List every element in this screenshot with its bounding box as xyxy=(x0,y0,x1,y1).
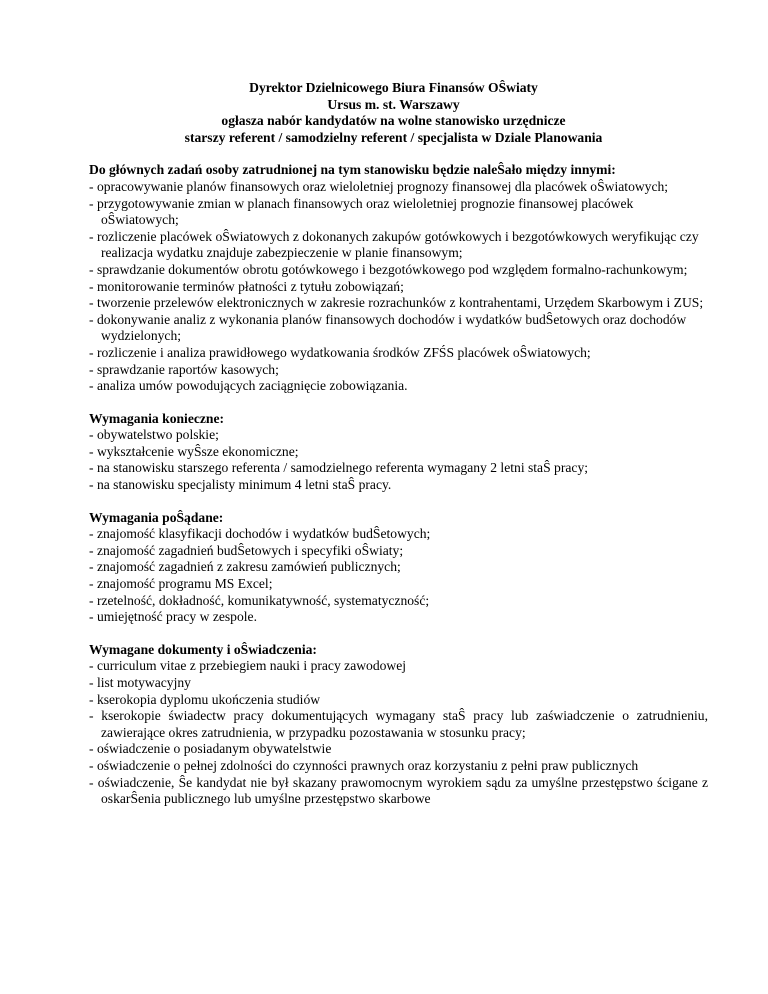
list-item: - oświadczenie o pełnej zdolności do czynności prawnych oraz korzystaniu z pełni praw publicznych xyxy=(89,758,708,775)
list-item: - znajomość klasyfikacji dochodów i wydatków budŜetowych; xyxy=(89,526,708,543)
list-item: - kserokopie świadectw pracy dokumentujących wymagany staŜ pracy lub zaświadczenie o zatrudnieniu, zawierające okres zatrudnienia, w przypadku pozostawania w stosunku pracy; xyxy=(89,708,708,741)
list-item: - curriculum vitae z przebiegiem nauki i pracy zawodowej xyxy=(89,658,708,675)
documents-list xyxy=(89,658,708,807)
header-line-4: starszy referent / samodzielny referent / specjalista w Dziale Planowania xyxy=(184,129,603,145)
required-title: Wymagania konieczne: xyxy=(89,410,225,426)
list-item: - znajomość zagadnień z zakresu zamówień publicznych; xyxy=(89,559,708,576)
list-item: - opracowywanie planów finansowych oraz wieloletniej prognozy finansowej dla placówek oŜwiatowych; xyxy=(89,179,708,196)
list-item: - przygotowywanie zmian w planach finansowych oraz wieloletniej prognozie finansowej placówek oŜwiatowych; xyxy=(89,196,708,229)
list-item: - obywatelstwo polskie; xyxy=(89,427,708,444)
list-item: - oświadczenie, Ŝe kandydat nie był skazany prawomocnym wyrokiem sądu za umyślne przestępstwo ścigane z oskarŜenia publicznego lub umyślne przestępstwo skarbowe xyxy=(89,775,708,808)
desired-title: Wymagania poŜądane: xyxy=(89,509,224,525)
list-item: - na stanowisku specjalisty minimum 4 letni staŜ pracy. xyxy=(89,477,708,494)
list-item: - dokonywanie analiz z wykonania planów finansowych dochodów i wydatków budŜetowych oraz dochodów wydzielonych; xyxy=(89,312,708,345)
announcement-header xyxy=(89,80,698,146)
list-item: - na stanowisku starszego referenta / samodzielnego referenta wymagany 2 letni staŜ pracy; xyxy=(89,460,708,477)
required-section xyxy=(89,411,708,494)
list-item: - kserokopia dyplomu ukończenia studiów xyxy=(89,692,708,709)
list-item: - rozliczenie placówek oŜwiatowych z dokonanych zakupów gotówkowych i bezgotówkowych weryfikując czy realizacja wydatku znajduje zabezpieczenie w planie finansowym; xyxy=(89,229,708,262)
desired-list xyxy=(89,526,708,626)
list-item: - tworzenie przelewów elektronicznych w zakresie rozrachunków z kontrahentami, Urzędem Skarbowym i ZUS; xyxy=(89,295,708,312)
list-item: - znajomość zagadnień budŜetowych i specyfiki oŜwiaty; xyxy=(89,543,708,560)
list-item: - list motywacyjny xyxy=(89,675,708,692)
duties-title: Do głównych zadań osoby zatrudnionej na tym stanowisku będzie naleŜało między innymi: xyxy=(89,162,616,178)
list-item: - sprawdzanie dokumentów obrotu gotówkowego i bezgotówkowego pod względem formalno-rachunkowym; xyxy=(89,262,708,279)
header-line-2: Ursus m. st. Warszawy xyxy=(327,96,460,112)
duties-section xyxy=(89,162,708,394)
list-item: - sprawdzanie raportów kasowych; xyxy=(89,362,708,379)
list-item: - wykształcenie wyŜsze ekonomiczne; xyxy=(89,444,708,461)
list-item: - umiejętność pracy w zespole. xyxy=(89,609,708,626)
duties-list xyxy=(89,179,708,395)
documents-section xyxy=(89,642,708,808)
list-item: - znajomość programu MS Excel; xyxy=(89,576,708,593)
list-item: - monitorowanie terminów płatności z tytułu zobowiązań; xyxy=(89,279,708,296)
list-item: - rzetelność, dokładność, komunikatywność, systematyczność; xyxy=(89,593,708,610)
list-item: - analiza umów powodujących zaciągnięcie zobowiązania. xyxy=(89,378,708,395)
header-line-1: Dyrektor Dzielnicowego Biura Finansów OŜwiaty xyxy=(249,80,538,95)
list-item: - rozliczenie i analiza prawidłowego wydatkowania środków ZFŚS placówek oŜwiatowych; xyxy=(89,345,708,362)
header-line-3: ogłasza nabór kandydatów na wolne stanowisko urzędnicze xyxy=(221,113,566,129)
desired-section xyxy=(89,510,708,626)
list-item: - oświadczenie o posiadanym obywatelstwie xyxy=(89,741,708,758)
documents-title: Wymagane dokumenty i oŜwiadczenia: xyxy=(89,641,317,657)
required-list xyxy=(89,427,708,493)
